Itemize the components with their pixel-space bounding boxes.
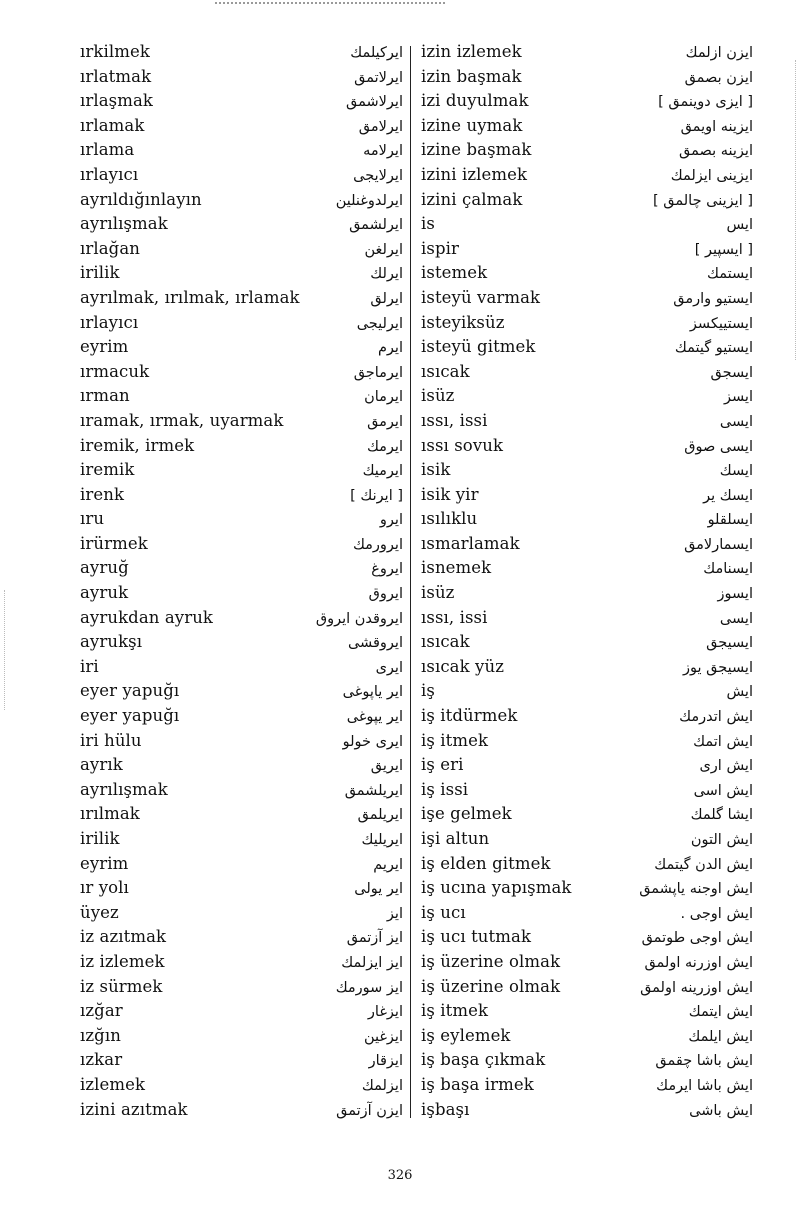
ottoman-script-word: [ ایزی دوینمق ] [658, 94, 753, 111]
ottoman-script-word: ایرلایجی [353, 167, 403, 184]
dictionary-entry [80, 460, 403, 485]
dictionary-entry [80, 829, 403, 854]
latin-headword: iş üzerine olmak [421, 976, 561, 996]
dictionary-entry [421, 927, 753, 952]
dictionary-entry [421, 952, 753, 977]
ottoman-script-word: ایرورمك [352, 536, 403, 553]
latin-headword: ızğın [80, 1025, 121, 1045]
latin-headword: irenk [80, 484, 125, 504]
latin-headword: izine uymak [421, 115, 523, 135]
dictionary-entry [80, 632, 403, 657]
latin-headword: ırlamak [80, 115, 145, 135]
dictionary-entry [421, 657, 753, 682]
ottoman-script-word: [ ایسپیر ] [694, 241, 753, 258]
ottoman-script-word: ایسجق [710, 364, 753, 381]
ottoman-script-word: ایروقدن ایروق [315, 610, 403, 627]
ottoman-script-word: ایرو [379, 512, 403, 529]
latin-headword: ısmarlamak [421, 533, 520, 553]
latin-headword: isteyü varmak [421, 287, 541, 307]
latin-headword: iş itdürmek [421, 706, 518, 726]
dictionary-entry [421, 681, 753, 706]
ottoman-script-word: ایروق [368, 586, 403, 603]
column-divider [410, 46, 411, 1118]
latin-headword: ayruğ [80, 558, 129, 578]
dictionary-entry [421, 854, 753, 879]
ottoman-script-word: ایستمك [707, 266, 753, 283]
dictionary-entry [421, 116, 753, 141]
dictionary-entry [80, 1050, 403, 1075]
latin-headword: isüz [421, 386, 455, 406]
ottoman-script-word: ایستییکسز [689, 315, 753, 332]
latin-headword: ayrukdan ayruk [80, 607, 214, 627]
latin-headword: ayruk [80, 583, 129, 603]
latin-headword: ayrık [80, 755, 123, 775]
latin-headword: ıramak, ırmak, uyarmak [80, 410, 284, 430]
latin-headword: ısıcak yüz [421, 656, 504, 676]
ottoman-script-word: ایش ایتمك [688, 1004, 753, 1021]
ottoman-script-word: ایریلمق [357, 807, 403, 824]
dictionary-entry [80, 91, 403, 116]
ottoman-script-word: ایزن ازلمك [685, 45, 753, 61]
ottoman-script-word: ایس [726, 217, 753, 234]
ottoman-script-word: ایستیو گیتمك [674, 340, 753, 357]
ottoman-script-word: ایش باشا ایرمك [656, 1077, 753, 1094]
ottoman-script-word: ایرلامه [363, 143, 403, 160]
ottoman-script-word: ایش باشا چقمق [655, 1053, 753, 1070]
latin-headword: iri hülu [80, 730, 142, 750]
ottoman-script-word: ایش التون [690, 832, 753, 848]
dictionary-entry [80, 362, 403, 387]
ottoman-script-word: ایزلمك [361, 1077, 403, 1094]
page-number: 326 [387, 1168, 413, 1183]
dictionary-entry [421, 67, 753, 92]
latin-headword: iremik, irmek [80, 435, 195, 455]
ottoman-script-word: ایر یولی [354, 881, 403, 898]
ottoman-script-word: [ ایرنك ] [350, 487, 403, 504]
dictionary-entry [421, 288, 753, 313]
dictionary-entry [80, 977, 403, 1002]
ottoman-script-word: ایرلاتمق [354, 69, 403, 86]
dictionary-entry [421, 1075, 753, 1100]
latin-headword: iz izlemek [80, 951, 165, 971]
ottoman-script-word: ایسز [724, 389, 753, 406]
latin-headword: iş başa çıkmak [421, 1050, 546, 1070]
ottoman-script-word: ایسك یر [703, 487, 753, 504]
ottoman-script-word: ایش اسی [693, 782, 753, 799]
dictionary-entry [80, 952, 403, 977]
latin-headword: ısılıklu [421, 509, 478, 529]
ottoman-script-word: ایز ایزلمك [341, 954, 403, 971]
latin-headword: iş itmek [421, 730, 489, 750]
latin-headword: istemek [421, 263, 488, 283]
latin-headword: isik [421, 460, 451, 480]
latin-headword: ırmacuk [80, 361, 150, 381]
dictionary-entry [421, 214, 753, 239]
latin-headword: ısıcak [421, 632, 470, 652]
ottoman-script-word: ایزینه بصمق [679, 143, 753, 160]
latin-headword: is [421, 214, 435, 234]
dictionary-entry [80, 386, 403, 411]
ottoman-script-word: ایری [375, 659, 403, 676]
ottoman-script-word: ایش اوجی . [680, 905, 753, 922]
latin-headword: isik yir [421, 484, 479, 504]
ottoman-script-word: ایریلشمق [344, 782, 403, 799]
dictionary-entry [421, 755, 753, 780]
latin-headword: eyrim [80, 337, 129, 357]
left-column [80, 42, 403, 1124]
latin-headword: ırlayıcı [80, 312, 139, 332]
ottoman-script-word: ایرلاشمق [346, 94, 403, 111]
latin-headword: eyer yapuğı [80, 706, 180, 726]
latin-headword: isteyü gitmek [421, 337, 536, 357]
dictionary-entry [80, 337, 403, 362]
latin-headword: ıssı, issi [421, 410, 488, 430]
latin-headword: izlemek [80, 1074, 146, 1094]
ottoman-script-word: ایش اوزرینه اولمق [640, 979, 753, 996]
ottoman-script-word: ایریق [370, 758, 403, 775]
latin-headword: izini izlemek [421, 164, 528, 184]
dictionary-entry [421, 337, 753, 362]
dictionary-entry [80, 706, 403, 731]
latin-headword: iş başa irmek [421, 1074, 534, 1094]
dictionary-entry [80, 485, 403, 510]
dictionary-entry [80, 214, 403, 239]
dictionary-entry [421, 91, 753, 116]
ottoman-script-word: ایرمك [366, 438, 403, 455]
dictionary-entry [421, 1026, 753, 1051]
latin-headword: irilik [80, 829, 120, 848]
dictionary-entry [80, 436, 403, 461]
latin-headword: isteyiksüz [421, 312, 505, 332]
latin-headword: iş ucına yapışmak [421, 878, 572, 898]
ottoman-script-word: ایری خولو [342, 733, 403, 750]
dictionary-entry [421, 780, 753, 805]
ottoman-script-word: ایستیو وارمق [673, 290, 753, 307]
ottoman-script-word: ایش باشی [689, 1102, 753, 1119]
latin-headword: iş eylemek [421, 1025, 511, 1045]
latin-headword: iş ucı tutmak [421, 927, 532, 947]
dictionary-entry [421, 42, 753, 67]
ottoman-script-word: ایرکیلمك [350, 45, 403, 61]
dictionary-entry [421, 140, 753, 165]
dictionary-entry [421, 263, 753, 288]
dictionary-entry [421, 411, 753, 436]
latin-headword: iş eri [421, 755, 464, 775]
dictionary-entry [80, 411, 403, 436]
dictionary-entry [421, 903, 753, 928]
right-column [421, 42, 753, 1124]
latin-headword: iri [80, 656, 99, 676]
dictionary-entry [421, 829, 753, 854]
ottoman-script-word: ایزغار [367, 1004, 403, 1021]
dictionary-entry [80, 804, 403, 829]
dictionary-entry [80, 263, 403, 288]
ottoman-script-word: ایزینه اویمق [680, 118, 753, 135]
latin-headword: ırlaşmak [80, 91, 154, 111]
dictionary-entry [421, 632, 753, 657]
ottoman-script-word: ایشا گلمك [690, 807, 753, 824]
latin-headword: ayrılışmak [80, 214, 168, 234]
ottoman-script-word: ایرمان [364, 389, 403, 406]
latin-headword: izi duyulmak [421, 91, 529, 111]
latin-headword: isüz [421, 583, 455, 603]
latin-headword: iş issi [421, 779, 469, 799]
latin-headword: işe gelmek [421, 804, 512, 824]
dictionary-entry [80, 755, 403, 780]
latin-headword: iş [421, 681, 435, 701]
ottoman-script-word: ایروغ [371, 561, 403, 578]
latin-headword: eyer yapuğı [80, 681, 180, 701]
ottoman-script-word: ایز [386, 905, 403, 922]
dictionary-entry [80, 1075, 403, 1100]
latin-headword: ispir [421, 238, 459, 258]
latin-headword: iz azıtmak [80, 927, 167, 947]
ottoman-script-word: ایرمق [367, 413, 403, 430]
dictionary-entry [80, 583, 403, 608]
latin-headword: ayrılışmak [80, 779, 168, 799]
ottoman-script-word: ایسیجق [706, 635, 753, 652]
ottoman-script-word: ایسلقلو [707, 512, 753, 529]
ottoman-script-word: ایسوز [717, 586, 753, 603]
latin-headword: ızkar [80, 1050, 123, 1070]
latin-headword: ayrıldığınlayın [80, 189, 202, 209]
dictionary-entry [421, 362, 753, 387]
ottoman-script-word: ایزغین [363, 1028, 403, 1045]
dictionary-entry [421, 1001, 753, 1026]
dictionary-entry [80, 116, 403, 141]
dictionary-entry [421, 1050, 753, 1075]
ottoman-script-word: ایروقشی [347, 635, 403, 652]
dictionary-entry [421, 165, 753, 190]
ottoman-script-word: ایش اتمك [693, 733, 753, 750]
latin-headword: ayrılmak, ırılmak, ırlamak [80, 287, 300, 307]
latin-headword: ırlama [80, 140, 135, 160]
latin-headword: üyez [80, 902, 119, 922]
ottoman-script-word: ایرلغن [364, 241, 403, 258]
ottoman-script-word: ایزن بصمق [684, 69, 753, 86]
ottoman-script-word: ایرلق [370, 290, 403, 307]
ottoman-script-word: ایریم [373, 856, 403, 873]
dictionary-entry [421, 706, 753, 731]
dictionary-entry [80, 1001, 403, 1026]
dictionary-entry [421, 583, 753, 608]
dictionary-entry [421, 804, 753, 829]
latin-headword: ızğar [80, 1001, 123, 1021]
ottoman-script-word: ایرم [377, 340, 403, 357]
dictionary-entry [80, 854, 403, 879]
ottoman-script-word: ایسی [719, 413, 753, 430]
latin-headword: ısıcak [421, 361, 470, 381]
dictionary-entry [80, 239, 403, 264]
dictionary-entry [80, 878, 403, 903]
latin-headword: ıssı, issi [421, 607, 488, 627]
ottoman-script-word: ایرمیك [362, 463, 403, 480]
ottoman-script-word: ایش اری [699, 758, 753, 775]
dictionary-entry [80, 42, 403, 67]
ottoman-script-word: ایش اوزرنه اولمق [644, 954, 753, 971]
dictionary-entry [80, 681, 403, 706]
latin-headword: izin izlemek [421, 42, 522, 61]
ottoman-script-word: ایزینی ایزلمك [670, 167, 753, 184]
latin-headword: iremik [80, 460, 135, 480]
ottoman-script-word: ایرماجق [353, 364, 403, 381]
ottoman-script-word: ایر یاپوغی [342, 684, 403, 701]
dictionary-entry [421, 313, 753, 338]
latin-headword: işi altun [421, 829, 490, 848]
dictionary-entry [421, 190, 753, 215]
dictionary-entry [80, 1100, 403, 1125]
dictionary-entry [80, 313, 403, 338]
dictionary-entry [421, 485, 753, 510]
latin-headword: eyrim [80, 853, 129, 873]
latin-headword: izin başmak [421, 66, 522, 86]
latin-headword: izini azıtmak [80, 1099, 188, 1119]
latin-headword: ıssı sovuk [421, 435, 504, 455]
ottoman-script-word: ایزن آزتمق [336, 1102, 403, 1119]
ottoman-script-word: ایرلامق [358, 118, 403, 135]
latin-headword: ırlatmak [80, 66, 152, 86]
dictionary-entry [421, 239, 753, 264]
ottoman-script-word: ایش ایلمك [688, 1028, 753, 1045]
dictionary-page [0, 42, 800, 1122]
dictionary-entry [421, 608, 753, 633]
ottoman-script-word: ایرلك [370, 266, 403, 283]
ottoman-script-word: [ ایزینی چالمق ] [653, 192, 753, 209]
latin-headword: isnemek [421, 558, 492, 578]
ottoman-script-word: ایز سورمك [335, 979, 403, 996]
latin-headword: ıru [80, 509, 105, 529]
dictionary-entry [80, 927, 403, 952]
latin-headword: iş itmek [421, 1001, 489, 1021]
dictionary-entry [80, 608, 403, 633]
latin-headword: ayrukşı [80, 632, 143, 652]
latin-headword: ırman [80, 386, 130, 406]
ottoman-script-word: ایش اوجی طوتمق [641, 930, 753, 947]
latin-headword: iş üzerine olmak [421, 951, 561, 971]
dictionary-entry [421, 534, 753, 559]
ottoman-script-word: ایریلیك [361, 832, 403, 848]
latin-headword: ır yolı [80, 878, 129, 898]
dictionary-entry [80, 190, 403, 215]
latin-headword: ırlayıcı [80, 164, 139, 184]
dictionary-entry [80, 534, 403, 559]
dictionary-entry [80, 780, 403, 805]
ottoman-script-word: ایسی صوق [684, 438, 753, 455]
dictionary-entry [421, 460, 753, 485]
top-scan-mark [215, 2, 445, 4]
ottoman-script-word: ایسك [719, 463, 753, 480]
dictionary-entry [80, 903, 403, 928]
dictionary-entry [80, 509, 403, 534]
dictionary-entry [80, 731, 403, 756]
dictionary-entry [421, 977, 753, 1002]
latin-headword: izine başmak [421, 140, 532, 160]
ottoman-script-word: ایر یپوغی [346, 709, 403, 726]
ottoman-script-word: ایز آزتمق [346, 930, 403, 947]
dictionary-entry [80, 140, 403, 165]
dictionary-entry [421, 731, 753, 756]
dictionary-entry [80, 558, 403, 583]
dictionary-entry [421, 878, 753, 903]
dictionary-entry [80, 1026, 403, 1051]
ottoman-script-word: ایزقار [368, 1053, 403, 1070]
dictionary-entry [421, 509, 753, 534]
ottoman-script-word: ایسمارلامق [684, 536, 753, 553]
latin-headword: ırılmak [80, 804, 140, 824]
latin-headword: irürmek [80, 533, 148, 553]
dictionary-entry [80, 165, 403, 190]
dictionary-entry [80, 67, 403, 92]
dictionary-entry [421, 1100, 753, 1125]
ottoman-script-word: ایش [726, 684, 753, 701]
latin-headword: iz sürmek [80, 976, 163, 996]
dictionary-entry [80, 288, 403, 313]
ottoman-script-word: ایرلشمق [349, 217, 403, 234]
ottoman-script-word: ایش اتدرمك [679, 709, 753, 726]
latin-headword: iş elden gitmek [421, 853, 551, 873]
dictionary-entry [421, 436, 753, 461]
dictionary-entry [421, 386, 753, 411]
ottoman-script-word: ایسی [719, 610, 753, 627]
ottoman-script-word: ایش اوجنه یاپشمق [639, 881, 753, 898]
latin-headword: işbaşı [421, 1099, 470, 1119]
latin-headword: ırlağan [80, 238, 141, 258]
latin-headword: ırkilmek [80, 42, 150, 61]
ottoman-script-word: ایرلدوغنلین [335, 192, 403, 209]
dictionary-entry [421, 558, 753, 583]
ottoman-script-word: ایرلیجی [356, 315, 403, 332]
ottoman-script-word: ایسنامك [703, 561, 753, 578]
latin-headword: iş ucı [421, 902, 466, 922]
dictionary-entry [80, 657, 403, 682]
ottoman-script-word: ایسیجق یوز [683, 659, 753, 676]
latin-headword: izini çalmak [421, 189, 523, 209]
ottoman-script-word: ایش الدن گیتمك [654, 856, 753, 873]
latin-headword: irilik [80, 263, 120, 283]
